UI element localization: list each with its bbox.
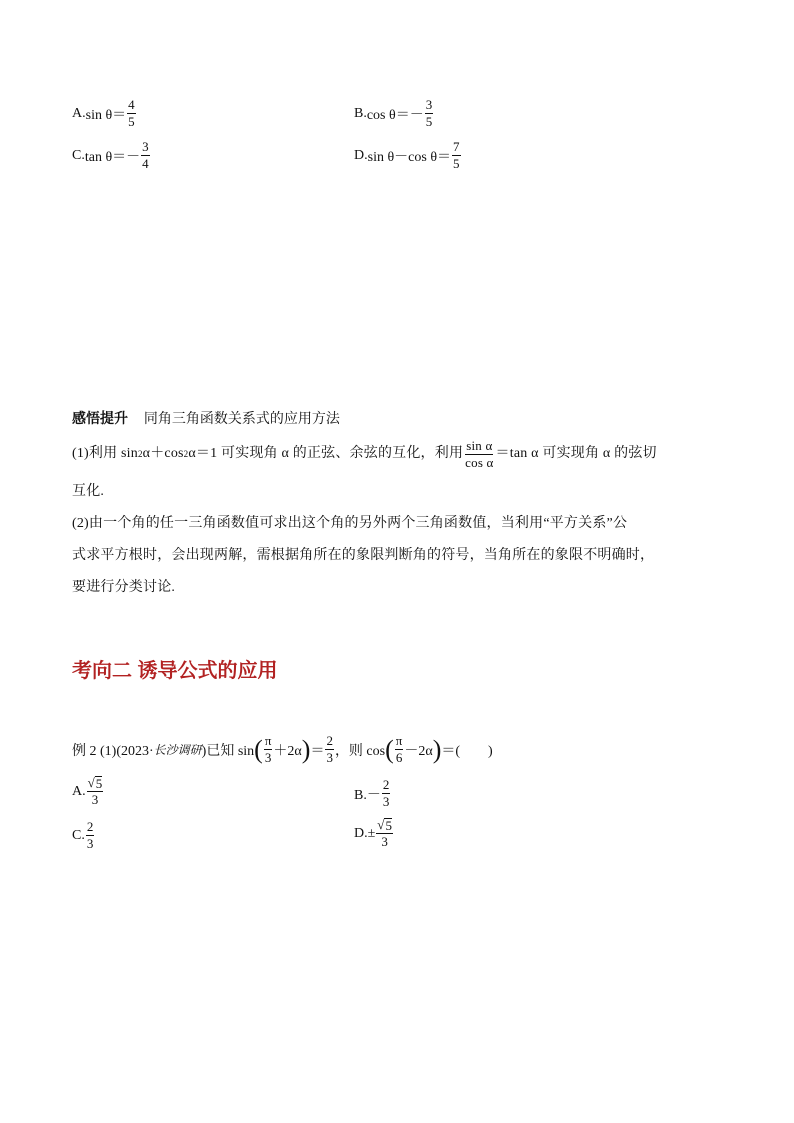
insight-paragraph-1: (1)利用 sin 2 α＋cos 2 α＝1 可实现角 α 的正弦、余弦的互化，利用 $\frac{\text{sin α}}{\text{cos α}}$ ＝tan α 可实现角 α 的弦切 xyxy=(72,437,657,470)
insight-heading xyxy=(72,408,340,428)
option-d-bottom: D.± √ 5 3 xyxy=(354,817,392,849)
insight-paragraph-2-line-1: (2)由一个角的任一三角函数值可求出这个角的另外两个三角函数值，当利用“平方关系”公 xyxy=(72,516,628,531)
insight-title: 感悟提升 xyxy=(72,410,128,426)
sqrt5-over-3: √ 5 3 xyxy=(377,817,392,849)
sin-over-cos-fraction: $\frac{\text{sin α}}{\text{cos α}}$ xyxy=(465,437,494,470)
option-d-top: D. sin θ－cos θ＝ $\frac{7}{5}$ xyxy=(354,139,460,171)
left-paren: ( xyxy=(254,734,263,764)
fraction: $\frac{4}{5}$ xyxy=(128,97,135,129)
pi-over-3: $\frac{\pi}{3}$ xyxy=(264,733,272,765)
option-a-bottom: A. √ 5 3 xyxy=(72,775,103,807)
option-b-bottom: B.－ $\frac{2}{3}$ xyxy=(354,777,390,809)
insight-subtitle: 同角三角函数关系式的应用方法 xyxy=(143,410,340,426)
insight-paragraph-2-line-2: 式求平方根时，会出现两解，需根据角所在的象限判断角的符号，当角所在的象限不明确时， xyxy=(72,548,655,563)
fraction: $\frac{7}{5}$ xyxy=(453,139,460,171)
sqrt-icon: √ 5 xyxy=(87,775,103,791)
fraction: $\frac{3}{4}$ xyxy=(142,139,149,171)
insight-paragraph-1-cont: 互化. xyxy=(72,484,105,499)
fraction: $\frac{2}{3}$ xyxy=(382,777,390,809)
fraction: $\frac{3}{5}$ xyxy=(425,97,433,129)
fraction: $\frac{2}{3}$ xyxy=(86,819,94,851)
two-thirds: $\frac{2}{3}$ xyxy=(326,733,333,765)
example-2-question: 例 2 (1)(2023· 长沙调研 )已知 sin ( $\frac{\pi}{3}$ ＋2α ) ＝ $\frac{2}{3}$ ，则 cos ( $\frac{\pi}{6}$ －2α ) ＝( ) xyxy=(72,733,493,765)
option-b-top: B. cos θ＝－ $\frac{3}{5}$ xyxy=(354,97,433,129)
sqrt-icon: √ 5 xyxy=(377,817,392,833)
right-paren: ) xyxy=(432,734,442,764)
option-c-top: C. tan θ＝－ $\frac{3}{4}$ xyxy=(72,139,149,171)
option-a-top: A. sin θ＝ $\frac{4}{5}$ xyxy=(72,97,135,129)
sqrt5-over-3: √ 5 3 xyxy=(87,775,103,807)
left-paren: ( xyxy=(385,734,394,764)
right-paren: ) xyxy=(301,734,311,764)
insight-paragraph-2-line-3: 要进行分类讨论. xyxy=(72,580,176,595)
section-heading: 考向二 诱导公式的应用 xyxy=(72,660,278,682)
option-c-bottom: C. $\frac{2}{3}$ xyxy=(72,819,94,851)
pi-over-6: $\frac{\pi}{6}$ xyxy=(395,733,403,765)
